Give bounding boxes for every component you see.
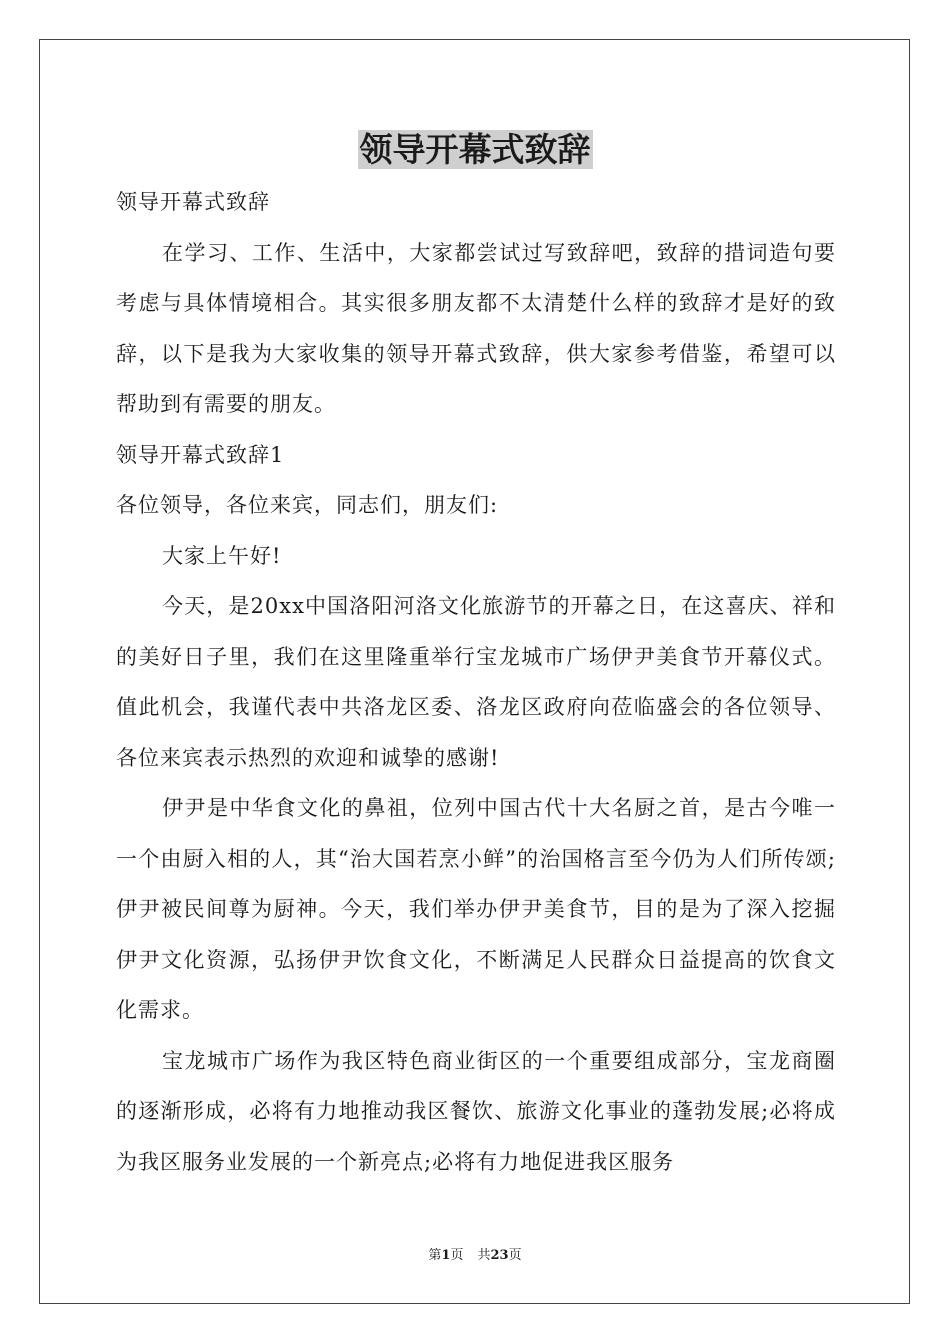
page-footer [0,1246,950,1266]
document-title-text: 领导开幕式致辞 [359,130,591,169]
paragraph: 宝龙城市广场作为我区特色商业街区的一个重要组成部分，宝龙商圈的逐渐形成，必将有力地推动我区餐饮、旅游文化事业的蓬勃发展;必将成为我区服务业发展的一个新亮点;必将有力地促进我区服务 [116,1048,836,1174]
paragraph: 今天，是20xx中国洛阳河洛文化旅游节的开幕之日，在这喜庆、祥和的美好日子里，我们在这里隆重举行宝龙城市广场伊尹美食节开幕仪式。值此机会，我谨代表中共洛龙区委、洛龙区政府向莅临盛会的各位领导、各位来宾表示热烈的欢迎和诚挚的感谢! [116,594,836,770]
paragraph: 领导开幕式致辞 [116,190,270,214]
paragraph: 大家上午好! [162,543,282,568]
page-total: 共23页 [477,1248,522,1263]
paragraph: 在学习、工作、生活中，大家都尝试过写致辞吧，致辞的措词造句要考虑与具体情境相合。其实很多朋友都不太清楚什么样的致辞才是好的致辞，以下是我为大家收集的领导开幕式致辞，供大家参考借鉴，希望可以帮助到有需要的朋友。 [116,240,836,416]
document-title [0,124,950,176]
paragraph: 伊尹是中华食文化的鼻祖，位列中国古代十大名厨之首，是古今唯一一个由厨入相的人，其“治大国若烹小鲜”的治国格言至今仍为人们所传颂;伊尹被民间尊为厨神。今天，我们举办伊尹美食节，目的是为了深入挖掘伊尹文化资源，弘扬伊尹饮食文化，不断满足人民群众日益提高的饮食文化需求。 [116,796,836,1022]
page-number: 第1页 [428,1248,464,1263]
paragraph: 领导开幕式致辞1 [116,442,285,467]
paragraph: 各位领导，各位来宾，同志们，朋友们: [116,493,499,517]
document-body [116,177,836,1187]
